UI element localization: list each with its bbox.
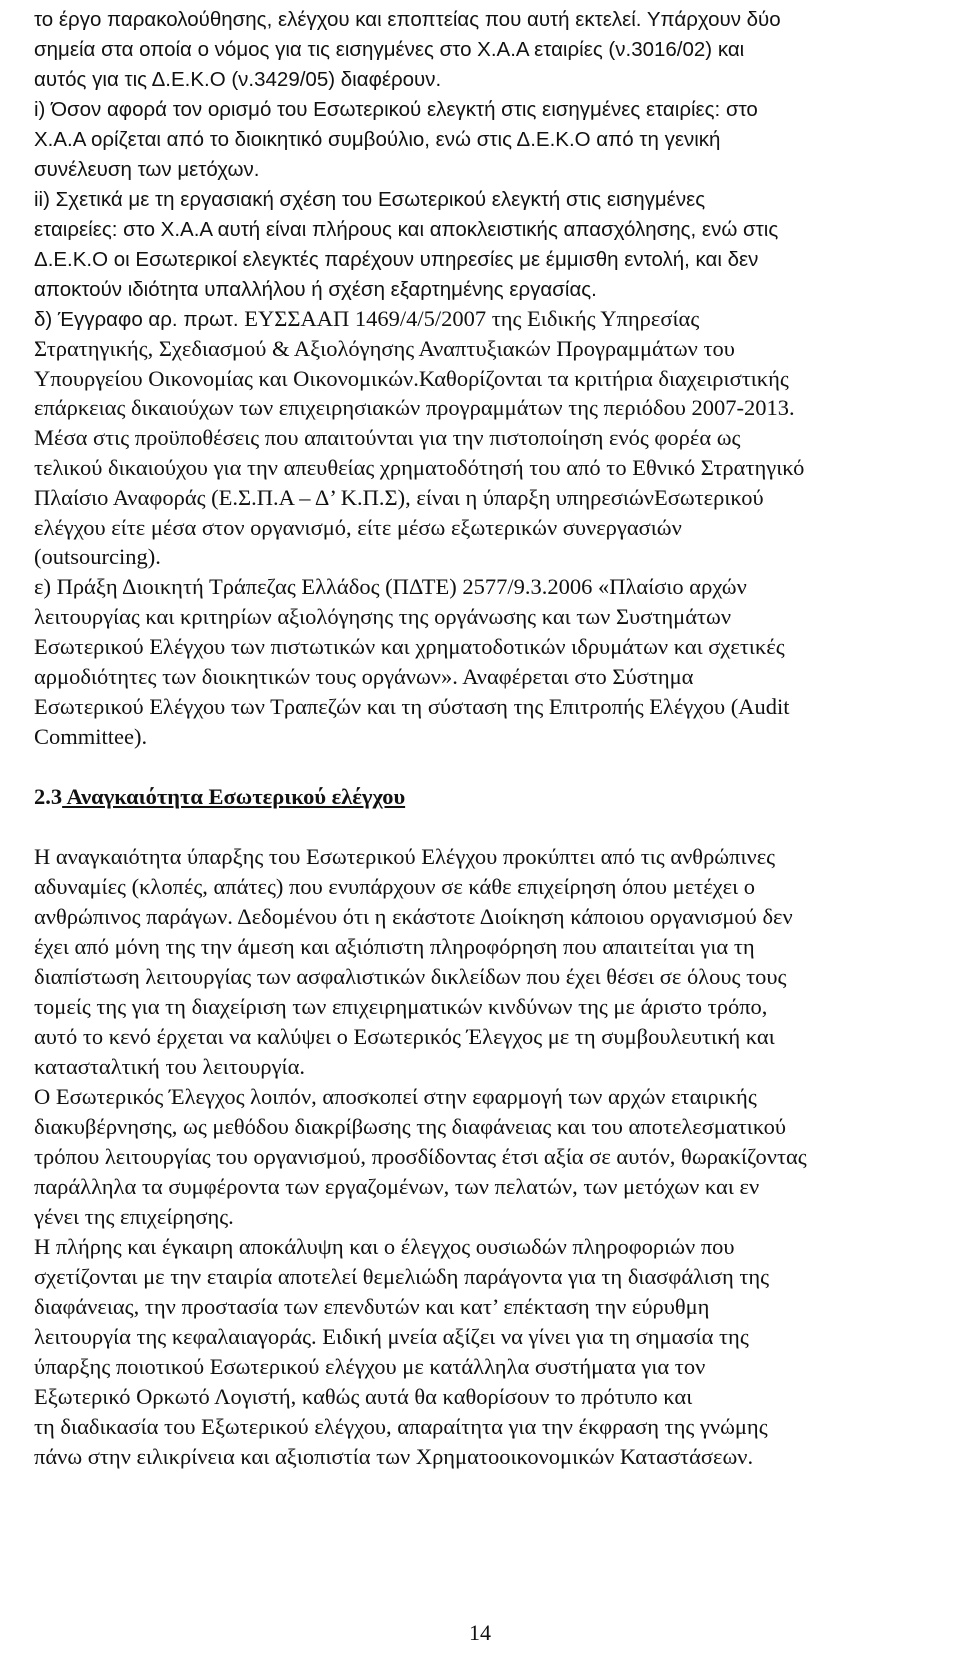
- text-line: Χ.Α.Α ορίζεται από το διοικητικό συμβούλιο, ενώ στις Δ.Ε.Κ.Ο από τη γενική: [34, 128, 721, 151]
- text-line: εταιρείες: στο Χ.Α.Α αυτή είναι πλήρους και αποκλειστικής απασχόλησης, ενώ στις: [34, 218, 779, 241]
- text-line: Εξωτερικό Ορκωτό Λογιστή, καθώς αυτά θα καθορίσουν το πρότυπο και: [34, 1384, 693, 1409]
- text-line: αποκτούν ιδιότητα υπαλλήλου ή σχέση εξαρτημένης εργασίας.: [34, 278, 597, 301]
- text-line: λειτουργία της κεφαλαιαγοράς. Ειδική μνεία αξίζει να γίνει για τη σημασία της: [34, 1324, 749, 1349]
- section-heading: [34, 786, 405, 809]
- text-line: Εσωτερικού Ελέγχου των πιστωτικών και χρηματοδοτικών ιδρυμάτων και σχετικές: [34, 634, 785, 659]
- text-line: παράλληλα τα συμφέροντα των εργαζομένων, των πελατών, των μετόχων και εν: [34, 1174, 760, 1199]
- text-line: Στρατηγικής, Σχεδιασμού & Αξιολόγησης Αναπτυξιακών Προγραμμάτων του: [34, 336, 735, 361]
- text-line: επάρκειας δικαιούχων των επιχειρησιακών προγραμμάτων της περιόδου 2007-2013.: [34, 395, 795, 420]
- text-line: Εσωτερικού Ελέγχου των Τραπεζών και τη σύσταση της Επιτροπής Ελέγχου (Audit: [34, 694, 790, 719]
- text-line: διακυβέρνησης, ως μεθόδου διακρίβωσης της διαφάνειας και του αποτελεσματικού: [34, 1114, 787, 1139]
- text-line: έχει από μόνη της την άμεση και αξιόπιστη πληροφόρηση που απαιτείται για τη: [34, 934, 755, 959]
- text-line: αδυναμίες (κλοπές, απάτες) που ενυπάρχουν σε κάθε επιχείρηση όπου μετέχει ο: [34, 874, 756, 899]
- text-line: Μέσα στις προϋποθέσεις που απαιτούνται για την πιστοποίηση ενός φορέα ως: [34, 425, 741, 450]
- text-line: Πλαίσιο Αναφοράς (Ε.Σ.Π.Α – Δ’ Κ.Π.Σ), είναι η ύπαρξη υπηρεσιώνΕσωτερικού: [34, 485, 764, 510]
- text-line: Committee).: [34, 724, 148, 749]
- text-line: συνέλευση των μετόχων.: [34, 158, 260, 181]
- text-line: τρόπου λειτουργίας του οργανισμού, προσδίδοντας έτσι αξία σε αυτόν, θωρακίζοντας: [34, 1144, 807, 1169]
- page-number: 14: [469, 1620, 491, 1645]
- text-line: τελικού δικαιούχου για την απευθείας χρηματοδότησή του από το Εθνικό Στρατηγικό: [34, 455, 805, 480]
- text-line: τη διαδικασία του Εξωτερικού ελέγχου, απαραίτητα για την έκφραση της γνώμης: [34, 1414, 768, 1439]
- text-line: διαφάνειας, την προστασία των επενδυτών και κατ’ επέκταση την εύρυθμη: [34, 1294, 710, 1319]
- text-segment: δ) Έγγραφο αρ. πρωτ.: [34, 308, 239, 331]
- text-line: ii) Σχετικά με τη εργασιακή σχέση του Εσωτερικού ελεγκτή στις εισηγμένες: [34, 188, 706, 211]
- text-line: Δ.Ε.Κ.Ο οι Εσωτερικοί ελεγκτές παρέχουν υπηρεσίες με έμμισθη εντολή, και δεν: [34, 248, 759, 271]
- text-line: Η αναγκαιότητα ύπαρξης του Εσωτερικού Ελέγχου προκύπτει από τις ανθρώπινες: [34, 844, 776, 869]
- section-number: 2.3: [34, 784, 63, 809]
- text-line: Υπουργείου Οικονομίας και Οικονομικών.Καθορίζονται τα κριτήρια διαχειριστικής: [34, 366, 789, 391]
- text-line: ελέγχου είτε μέσα στον οργανισμό, είτε μέσω εξωτερικών συνεργασιών: [34, 515, 682, 540]
- text-line: ύπαρξης ποιοτικού Εσωτερικού ελέγχου με κατάλληλα συστήματα για τον: [34, 1354, 706, 1379]
- text-line: ανθρώπινος παράγων. Δεδομένου ότι η εκάστοτε Διοίκηση κάποιου οργανισμού δεν: [34, 904, 793, 929]
- text-line: σχετίζονται με την εταιρία αποτελεί θεμελιώδη παράγοντα για τη διασφάλιση της: [34, 1264, 770, 1289]
- text-line: γένει της επιχείρησης.: [34, 1204, 234, 1229]
- text-line: αυτό το κενό έρχεται να καλύψει ο Εσωτερικός Έλεγχος με τη συμβουλευτική και: [34, 1024, 775, 1049]
- text-line: (outsourcing).: [34, 544, 161, 569]
- text-line: κατασταλτική του λειτουργία.: [34, 1054, 305, 1079]
- section-title: Αναγκαιότητα Εσωτερικού ελέγχου: [62, 784, 406, 809]
- text-segment: ΕΥΣΣΑΑΠ 1469/4/5/2007 της Ειδικής Υπηρεσίας: [238, 306, 700, 331]
- text-line: διαπίστωση λειτουργίας των ασφαλιστικών δικλείδων που έχει θέσει σε όλους τους: [34, 964, 787, 989]
- text-line: ε) Πράξη Διοικητή Τράπεζας Ελλάδος (ΠΔΤΕ) 2577/9.3.2006 «Πλαίσιο αρχών: [34, 574, 747, 599]
- text-line: λειτουργίας και κριτηρίων αξιολόγησης της οργάνωσης και των Συστημάτων: [34, 604, 732, 629]
- text-line: i) Όσον αφορά τον ορισμό του Εσωτερικού ελεγκτή στις εισηγμένες εταιρίες: στο: [34, 98, 758, 121]
- text-line: Ο Εσωτερικός Έλεγχος λοιπόν, αποσκοπεί στην εφαρμογή των αρχών εταιρικής: [34, 1084, 757, 1109]
- text-line: πάνω στην ειλικρίνεια και αξιοπιστία των Χρηματοοικονομικών Καταστάσεων.: [34, 1444, 754, 1469]
- text-line: αυτός για τις Δ.Ε.Κ.Ο (ν.3429/05) διαφέρουν.: [34, 68, 442, 91]
- text-line: το έργο παρακολούθησης, ελέγχου και εποπτείας που αυτή εκτελεί. Υπάρχουν δύο: [34, 8, 781, 31]
- text-line-mixed: [34, 308, 699, 331]
- text-line: σημεία στα οποία ο νόμος για τις εισηγμένες στο Χ.Α.Α εταιρίες (ν.3016/02) και: [34, 38, 745, 61]
- text-line: Η πλήρης και έγκαιρη αποκάλυψη και ο έλεγχος ουσιωδών πληροφοριών που: [34, 1234, 735, 1259]
- text-line: αρμοδιότητες των διοικητικών τους οργάνων». Αναφέρεται στο Σύστημα: [34, 664, 694, 689]
- text-line: τομείς της για τη διαχείριση των επιχειρηματικών κινδύνων της με άριστο τρόπο,: [34, 994, 768, 1019]
